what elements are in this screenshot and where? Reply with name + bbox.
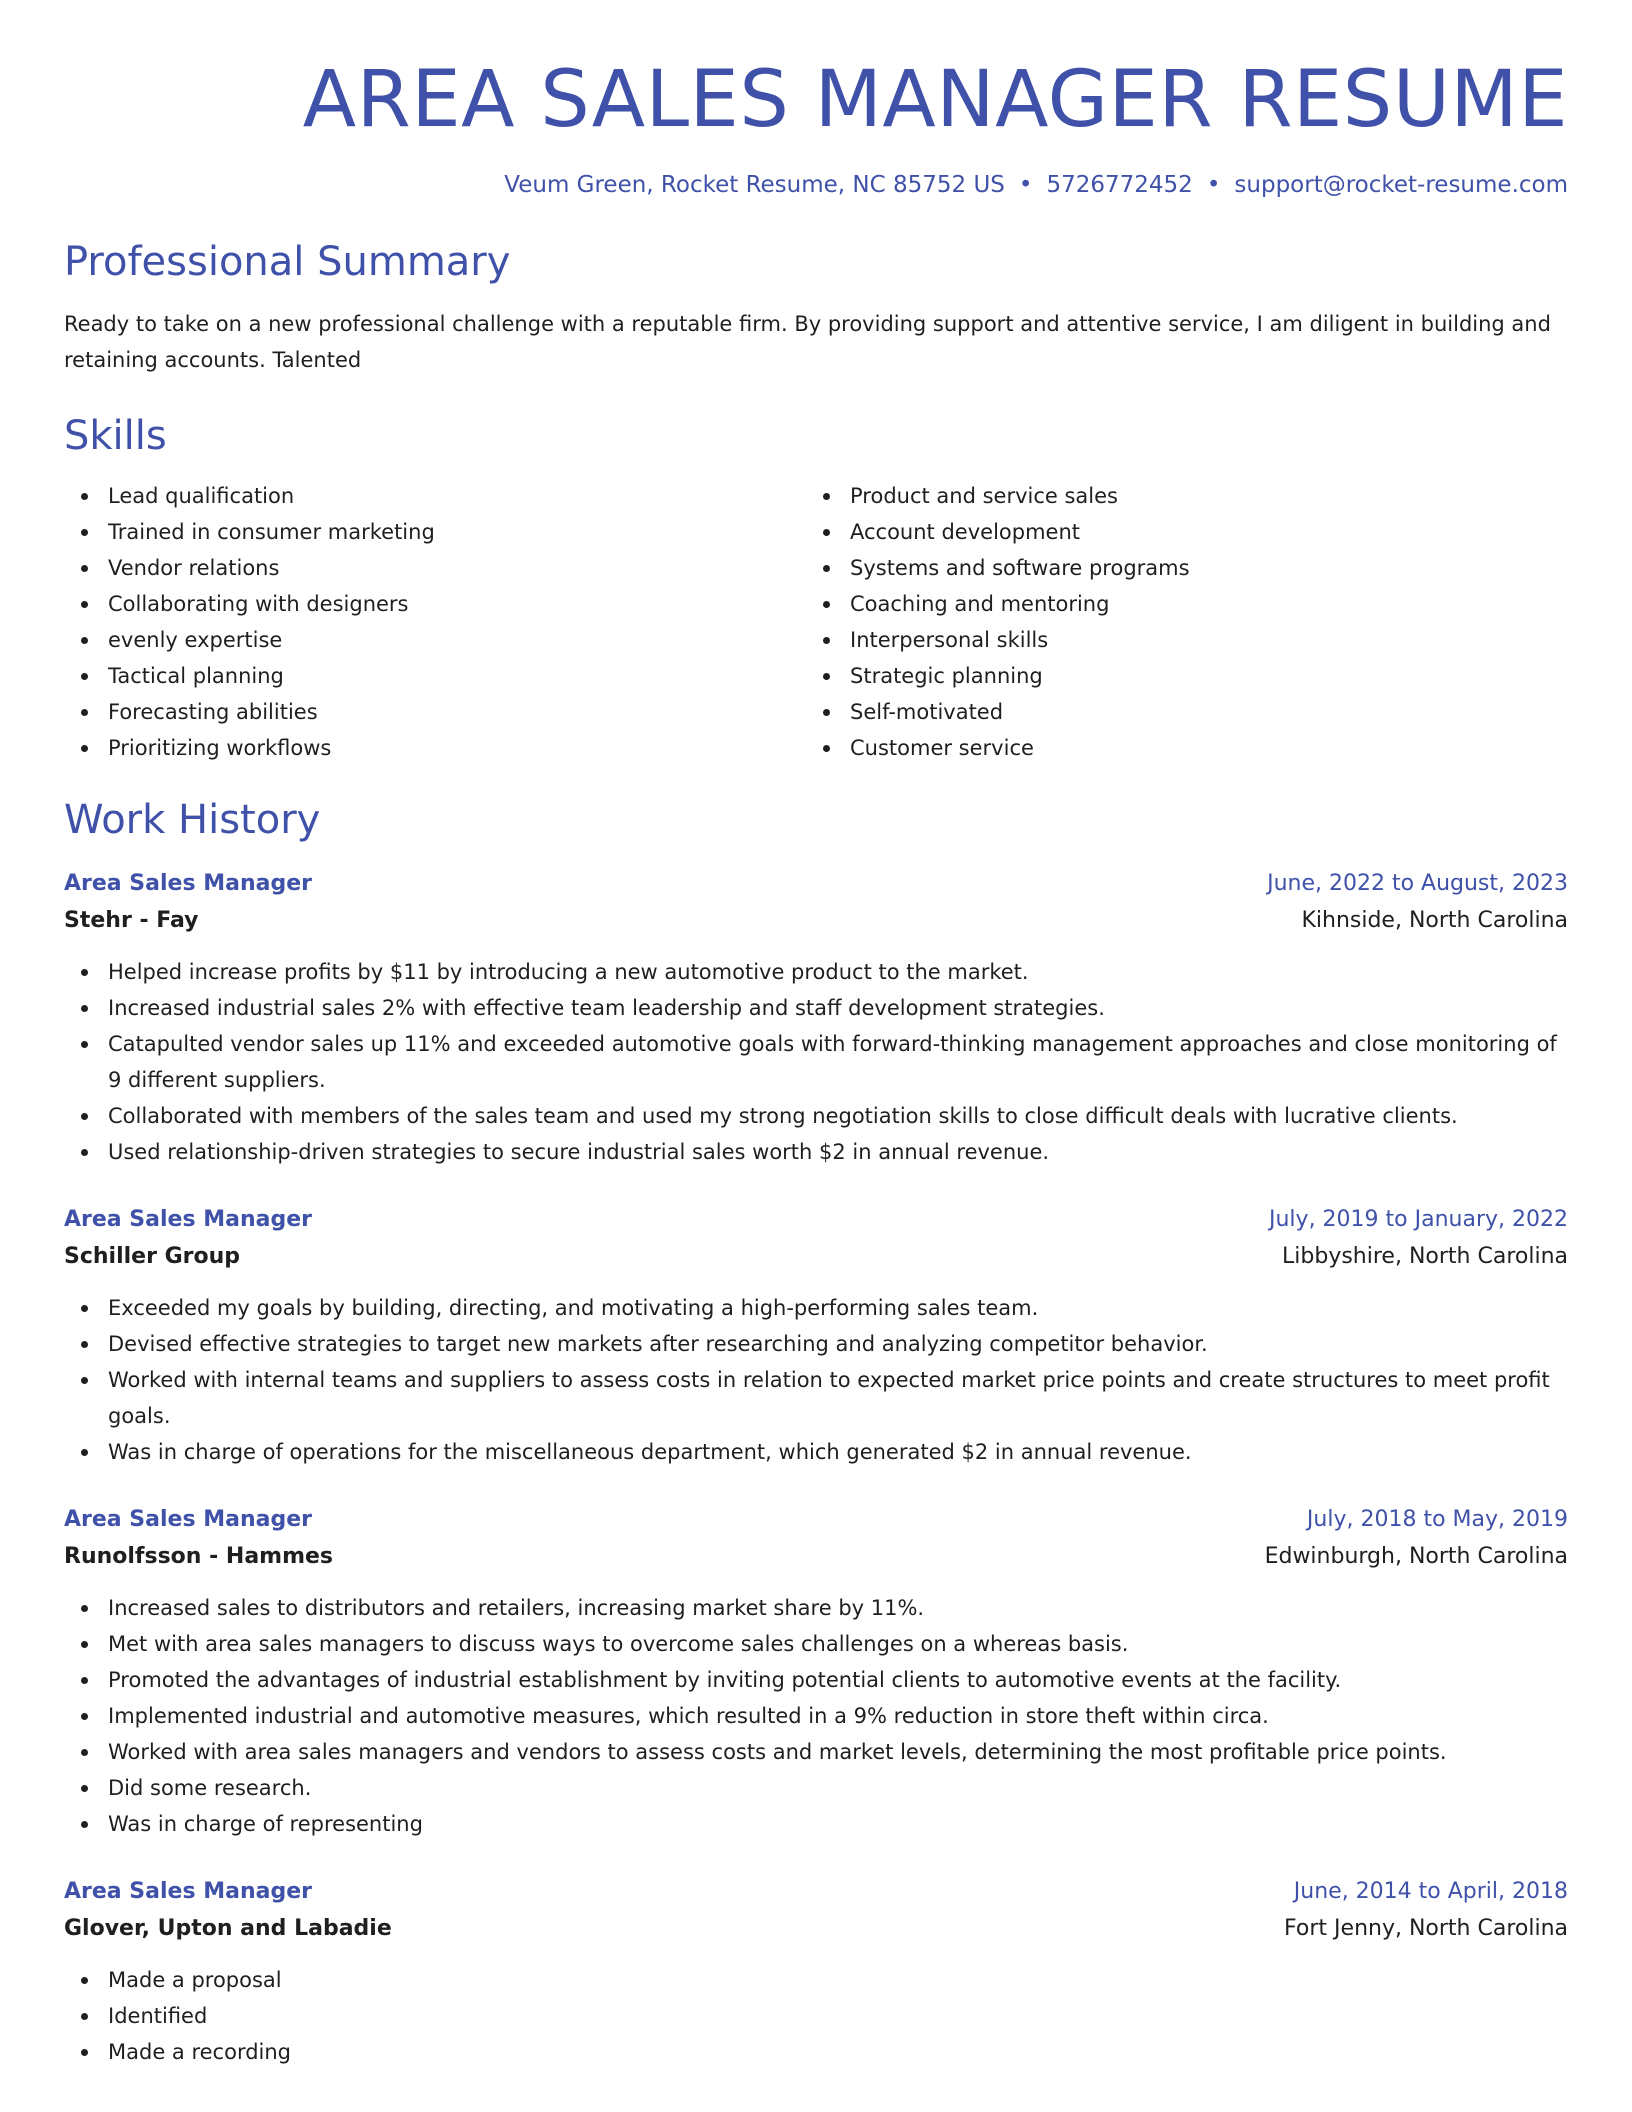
job-title: Area Sales Manager: [64, 1507, 312, 1532]
job-bullet: Was in charge of representing: [64, 1806, 1568, 1842]
job-title-row: [64, 1502, 1568, 1538]
skills-grid: [64, 478, 1568, 766]
skill-item: Systems and software programs: [806, 550, 1548, 586]
job-bullet: Was in charge of operations for the miscellaneous department, which generated $2 in annual revenue.: [64, 1434, 1568, 1470]
job-bullet: Identified: [64, 1998, 1568, 2034]
work-history-heading: Work History: [64, 797, 321, 843]
job-title-row: [64, 1874, 1568, 1910]
job-bullet: Increased sales to distributors and retailers, increasing market share by 11%.: [64, 1590, 1568, 1626]
summary-text: Ready to take on a new professional challenge with a reputable firm. By providing support and attentive service, I am diligent in building and retaining accounts. Talented: [64, 312, 1551, 372]
job-bullet: Increased industrial sales 2% with effective team leadership and staff development strategies.: [64, 990, 1568, 1026]
contact-separator: •: [1206, 172, 1221, 198]
job-company-row: [64, 1538, 1568, 1576]
skill-item: evenly expertise: [64, 622, 806, 658]
job-company: Stehr - Fay: [64, 908, 199, 933]
job-entry: [64, 1874, 1568, 2070]
job-bullet: Exceeded my goals by building, directing, and motivating a high-performing sales team.: [64, 1290, 1568, 1326]
job-company-row: [64, 902, 1568, 940]
job-bullet: Made a recording: [64, 2034, 1568, 2070]
job-bullet: Collaborated with members of the sales team and used my strong negotiation skills to close difficult deals with lucrative clients.: [64, 1098, 1568, 1134]
skill-item: Self-motivated: [806, 694, 1548, 730]
skill-item: Coaching and mentoring: [806, 586, 1548, 622]
job-bullets: [64, 954, 1568, 1170]
resume-title: AREA SALES MANAGER RESUME: [302, 55, 1568, 145]
skill-item: Customer service: [806, 730, 1548, 766]
job-title-row: [64, 866, 1568, 902]
job-bullets: [64, 1290, 1568, 1470]
job-bullet: Worked with area sales managers and vendors to assess costs and market levels, determining the most profitable price points.: [64, 1734, 1568, 1770]
skill-item: Strategic planning: [806, 658, 1548, 694]
resume-header: [64, 52, 1568, 200]
job-title-row: [64, 1202, 1568, 1238]
skill-item: Trained in consumer marketing: [64, 514, 806, 550]
job-dates: July, 2018 to May, 2019: [1306, 1507, 1568, 1532]
job-bullet: Worked with internal teams and suppliers to assess costs in relation to expected market price points and create structures to meet profit goals.: [64, 1362, 1568, 1434]
job-company: Schiller Group: [64, 1244, 241, 1269]
job-title: Area Sales Manager: [64, 1879, 312, 1904]
job-company-row: [64, 1238, 1568, 1276]
job-title: Area Sales Manager: [64, 871, 312, 896]
skill-item: Account development: [806, 514, 1548, 550]
skill-item: Product and service sales: [806, 478, 1548, 514]
job-dates: July, 2019 to January, 2022: [1269, 1207, 1568, 1232]
skill-item: Tactical planning: [64, 658, 806, 694]
skill-item: Forecasting abilities: [64, 694, 806, 730]
job-dates: June, 2014 to April, 2018: [1293, 1879, 1568, 1904]
job-bullet: Used relationship-driven strategies to secure industrial sales worth $2 in annual revenue.: [64, 1134, 1568, 1170]
job-entry: [64, 1502, 1568, 1842]
contact-separator: •: [1018, 172, 1033, 198]
job-location: Edwinburgh, North Carolina: [1264, 1544, 1568, 1569]
skill-item: Lead qualification: [64, 478, 806, 514]
job-bullet: Promoted the advantages of industrial establishment by inviting potential clients to automotive events at the facility.: [64, 1662, 1568, 1698]
job-company-row: [64, 1910, 1568, 1948]
job-bullet: Met with area sales managers to discuss ways to overcome sales challenges on a whereas basis.: [64, 1626, 1568, 1662]
job-bullets: [64, 1590, 1568, 1842]
job-dates: June, 2022 to August, 2023: [1267, 871, 1568, 896]
skill-item: Prioritizing workflows: [64, 730, 806, 766]
summary-section: [64, 236, 1568, 378]
skill-item: Vendor relations: [64, 550, 806, 586]
job-bullets: [64, 1962, 1568, 2070]
job-entry: [64, 1202, 1568, 1470]
skills-column-right: [806, 478, 1548, 766]
contact-address: Veum Green, Rocket Resume, NC 85752 US: [504, 172, 1005, 198]
job-location: Fort Jenny, North Carolina: [1284, 1916, 1568, 1941]
job-title: Area Sales Manager: [64, 1207, 312, 1232]
contact-phone: 5726772452: [1046, 172, 1193, 198]
skills-section: [64, 410, 1568, 766]
skill-item: Collaborating with designers: [64, 586, 806, 622]
job-bullet: Helped increase profits by $11 by introducing a new automotive product to the market.: [64, 954, 1568, 990]
work-history-section: [64, 794, 1568, 2070]
job-bullet: Devised effective strategies to target new markets after researching and analyzing competitor behavior.: [64, 1326, 1568, 1362]
skills-heading: Skills: [64, 413, 167, 459]
skills-column-left: [64, 478, 806, 766]
job-bullet: Made a proposal: [64, 1962, 1568, 1998]
job-location: Libbyshire, North Carolina: [1282, 1244, 1568, 1269]
contact-line: [64, 170, 1568, 200]
resume-page: [64, 52, 1568, 2070]
job-bullet: Catapulted vendor sales up 11% and exceeded automotive goals with forward-thinking management approaches and close monitoring of 9 different suppliers.: [64, 1026, 1568, 1098]
summary-heading: Professional Summary: [64, 239, 511, 285]
job-location: Kihnside, North Carolina: [1301, 908, 1568, 933]
contact-email: support@rocket-resume.com: [1234, 172, 1568, 198]
job-company: Runolfsson - Hammes: [64, 1544, 334, 1569]
skill-item: Interpersonal skills: [806, 622, 1548, 658]
job-entry: [64, 866, 1568, 1170]
job-bullet: Did some research.: [64, 1770, 1568, 1806]
job-bullet: Implemented industrial and automotive measures, which resulted in a 9% reduction in store theft within circa.: [64, 1698, 1568, 1734]
job-company: Glover, Upton and Labadie: [64, 1916, 392, 1941]
